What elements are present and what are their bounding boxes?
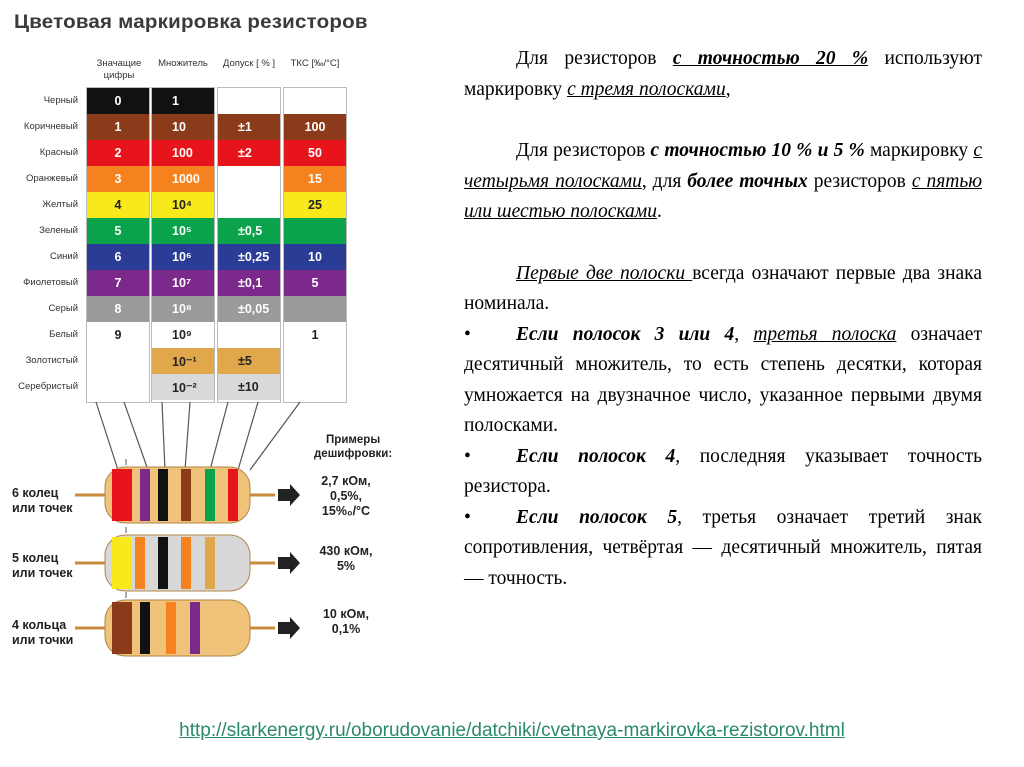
header-tolerance: Допуск [ % ] xyxy=(222,58,276,69)
text-run: третья полоска xyxy=(753,323,897,345)
color-band xyxy=(181,537,191,589)
bullet-1 xyxy=(464,320,982,442)
color-band xyxy=(228,469,238,521)
digit-cell: 0 xyxy=(87,88,149,114)
source-link[interactable]: http://slarkenergy.ru/oborudovanie/datchiki/cvetnaya-markirovka-rezistorov.html xyxy=(179,720,845,741)
arrow-icon xyxy=(278,552,300,574)
leader-line xyxy=(124,402,148,470)
row-label: Черный xyxy=(43,95,78,106)
tolerance-cell: ±2 xyxy=(218,140,280,166)
text-run: всегда означают первые два знака номинала. xyxy=(464,262,982,314)
text-run: , xyxy=(734,323,754,345)
color-band xyxy=(112,537,132,589)
color-code-figure xyxy=(0,0,420,700)
tcr-cell: 5 xyxy=(284,270,346,296)
text-run: маркировку xyxy=(864,140,974,161)
example-value-4 xyxy=(306,607,386,637)
examples-title-line2: дешифровки: xyxy=(314,448,393,460)
example-label-line: или точек xyxy=(12,566,73,580)
row-label: Фиолетовый xyxy=(23,277,78,288)
digit-cell: 8 xyxy=(87,296,149,322)
digit-cell: 6 xyxy=(87,244,149,270)
color-band xyxy=(158,469,168,521)
leader-line xyxy=(238,402,258,470)
tolerance-cell: ±10 xyxy=(218,374,280,400)
digit-cell: 9 xyxy=(87,322,149,348)
text-run: с точностью 20 % xyxy=(672,48,869,69)
example-label-4 xyxy=(12,618,73,648)
example-label-line: 5 колец xyxy=(12,551,59,565)
text-run: используют маркировку xyxy=(464,48,982,100)
text-run: с пятью или шестью полосками xyxy=(464,170,982,222)
multiplier-cell: 100 xyxy=(152,140,214,166)
text-run: Первые две полоски xyxy=(516,262,693,284)
leader-line xyxy=(96,402,118,470)
color-band xyxy=(140,602,150,654)
tolerance-cell: ±0,1 xyxy=(218,270,280,296)
text-run: Если полосок 5 xyxy=(516,506,678,528)
example-value-line: 430 кОм, xyxy=(319,544,373,558)
bullet-dot: • xyxy=(464,323,471,345)
tolerance-cell: ±0,05 xyxy=(218,296,280,322)
header-multiplier: Множитель xyxy=(158,58,208,69)
tcr-cell: 15 xyxy=(284,166,346,192)
row-label: Коричневый xyxy=(23,121,78,132)
row-label: Белый xyxy=(49,329,78,340)
multiplier-cell: 10⁻² xyxy=(152,374,214,400)
tcr-cell: 100 xyxy=(284,114,346,140)
color-band xyxy=(158,537,168,589)
leader-line xyxy=(250,402,300,470)
color-band xyxy=(112,602,132,654)
example-value-line: 0,5%, xyxy=(330,489,362,503)
multiplier-cell: 10⁻¹ xyxy=(152,348,214,374)
arrow-icon xyxy=(278,617,300,639)
multiplier-cell: 10⁷ xyxy=(152,270,214,296)
text-run: Для резисторов xyxy=(516,140,651,161)
row-label: Красный xyxy=(39,147,78,158)
digit-cell: 1 xyxy=(87,114,149,140)
color-band xyxy=(205,537,215,589)
figure-title: Цветовая маркировка резисторов xyxy=(14,12,368,33)
text-run: , последняя указывает точность резистора. xyxy=(464,445,982,497)
example-value-line: 2,7 кОм, xyxy=(321,474,371,488)
example-label-5 xyxy=(12,551,73,581)
example-value-line: 5% xyxy=(336,559,356,573)
multiplier-cell: 10⁵ xyxy=(152,218,214,244)
row-label: Серый xyxy=(48,303,78,314)
example-value-line: 15%₀/°С xyxy=(321,504,371,518)
leader-line xyxy=(185,402,190,470)
text-run: . xyxy=(656,201,662,222)
paragraph-1 xyxy=(464,44,982,105)
color-band xyxy=(181,469,191,521)
color-band xyxy=(112,469,132,521)
multiplier-cell: 10⁸ xyxy=(152,296,214,322)
tolerance-cell: ±1 xyxy=(218,114,280,140)
text-run: с тремя полосками xyxy=(567,78,726,100)
example-label-line: 6 колец xyxy=(12,486,59,500)
tcr-cell: 10 xyxy=(284,244,346,270)
row-label: Желтый xyxy=(42,199,78,210)
text-run: , для xyxy=(641,170,688,192)
bullet-dot: • xyxy=(464,445,471,467)
example-value-5 xyxy=(306,544,386,574)
multiplier-cell: 10 xyxy=(152,114,214,140)
example-value-line: 0,1% xyxy=(331,622,361,636)
text-run: , xyxy=(725,78,731,100)
text-run: с точностью 10 % и 5 % xyxy=(650,140,865,161)
row-label: Золотистый xyxy=(25,355,78,366)
bullet-dot: • xyxy=(464,506,471,528)
tolerance-cell: ±5 xyxy=(218,348,280,374)
example-label-line: или точек xyxy=(12,501,73,515)
digit-cell: 5 xyxy=(87,218,149,244)
bullet-3 xyxy=(464,503,982,595)
bullet-2 xyxy=(464,442,982,503)
paragraph-3 xyxy=(464,259,982,320)
tolerance-cell: ±0,25 xyxy=(218,244,280,270)
leader-line xyxy=(210,402,228,470)
leader-line xyxy=(162,402,165,470)
digit-cell: 2 xyxy=(87,140,149,166)
resistor-diagram xyxy=(0,0,420,700)
text-run: резисторов xyxy=(807,170,912,192)
row-label: Оранжевый xyxy=(25,173,78,184)
tcr-cell: 1 xyxy=(284,322,346,348)
example-value-line: 10 кОм, xyxy=(322,607,370,621)
arrow-icon xyxy=(278,484,300,506)
multiplier-cell: 1000 xyxy=(152,166,214,192)
text-run: Если полосок 4 xyxy=(516,445,676,467)
multiplier-cell: 10⁴ xyxy=(152,192,214,218)
row-label: Серебристый xyxy=(18,381,78,392)
color-band xyxy=(190,602,200,654)
tcr-cell: 50 xyxy=(284,140,346,166)
multiplier-cell: 10⁶ xyxy=(152,244,214,270)
digit-cell: 4 xyxy=(87,192,149,218)
example-value-6 xyxy=(306,474,386,519)
paragraph-2 xyxy=(464,136,982,228)
digit-cell: 3 xyxy=(87,166,149,192)
text-run: с четырьмя полосками xyxy=(464,140,982,192)
text-run: , третья означает третий знак сопротивления, четвёртая — десятичный множитель, пятая — точность. xyxy=(464,506,982,589)
color-band xyxy=(135,537,145,589)
examples-title-line1: Примеры xyxy=(326,434,381,446)
multiplier-cell: 10⁹ xyxy=(152,322,214,348)
example-label-line: или точки xyxy=(12,633,74,647)
text-run: Если полосок 3 или 4 xyxy=(516,323,735,345)
example-label-6 xyxy=(12,486,73,516)
digit-cell: 7 xyxy=(87,270,149,296)
color-band xyxy=(140,469,150,521)
text-run: более точных xyxy=(687,170,808,192)
row-label: Синий xyxy=(49,251,78,262)
multiplier-cell: 1 xyxy=(152,88,214,114)
row-label: Зеленый xyxy=(39,225,78,236)
color-band xyxy=(205,469,215,521)
example-label-line: 4 кольца xyxy=(12,618,67,632)
header-digits: Значащие цифры xyxy=(96,58,142,81)
examples-title xyxy=(314,433,392,461)
tcr-cell: 25 xyxy=(284,192,346,218)
tolerance-cell: ±0,5 xyxy=(218,218,280,244)
explanation-text xyxy=(464,44,982,594)
text-run: означает десятичный множитель, то есть степень десятки, которая умножается на двузначное число, указанное первыми двумя полосками. xyxy=(464,323,982,436)
text-run: Для резисторов xyxy=(516,48,673,69)
header-tcr: ТКС [‰/°С] xyxy=(290,58,340,69)
color-band xyxy=(166,602,176,654)
